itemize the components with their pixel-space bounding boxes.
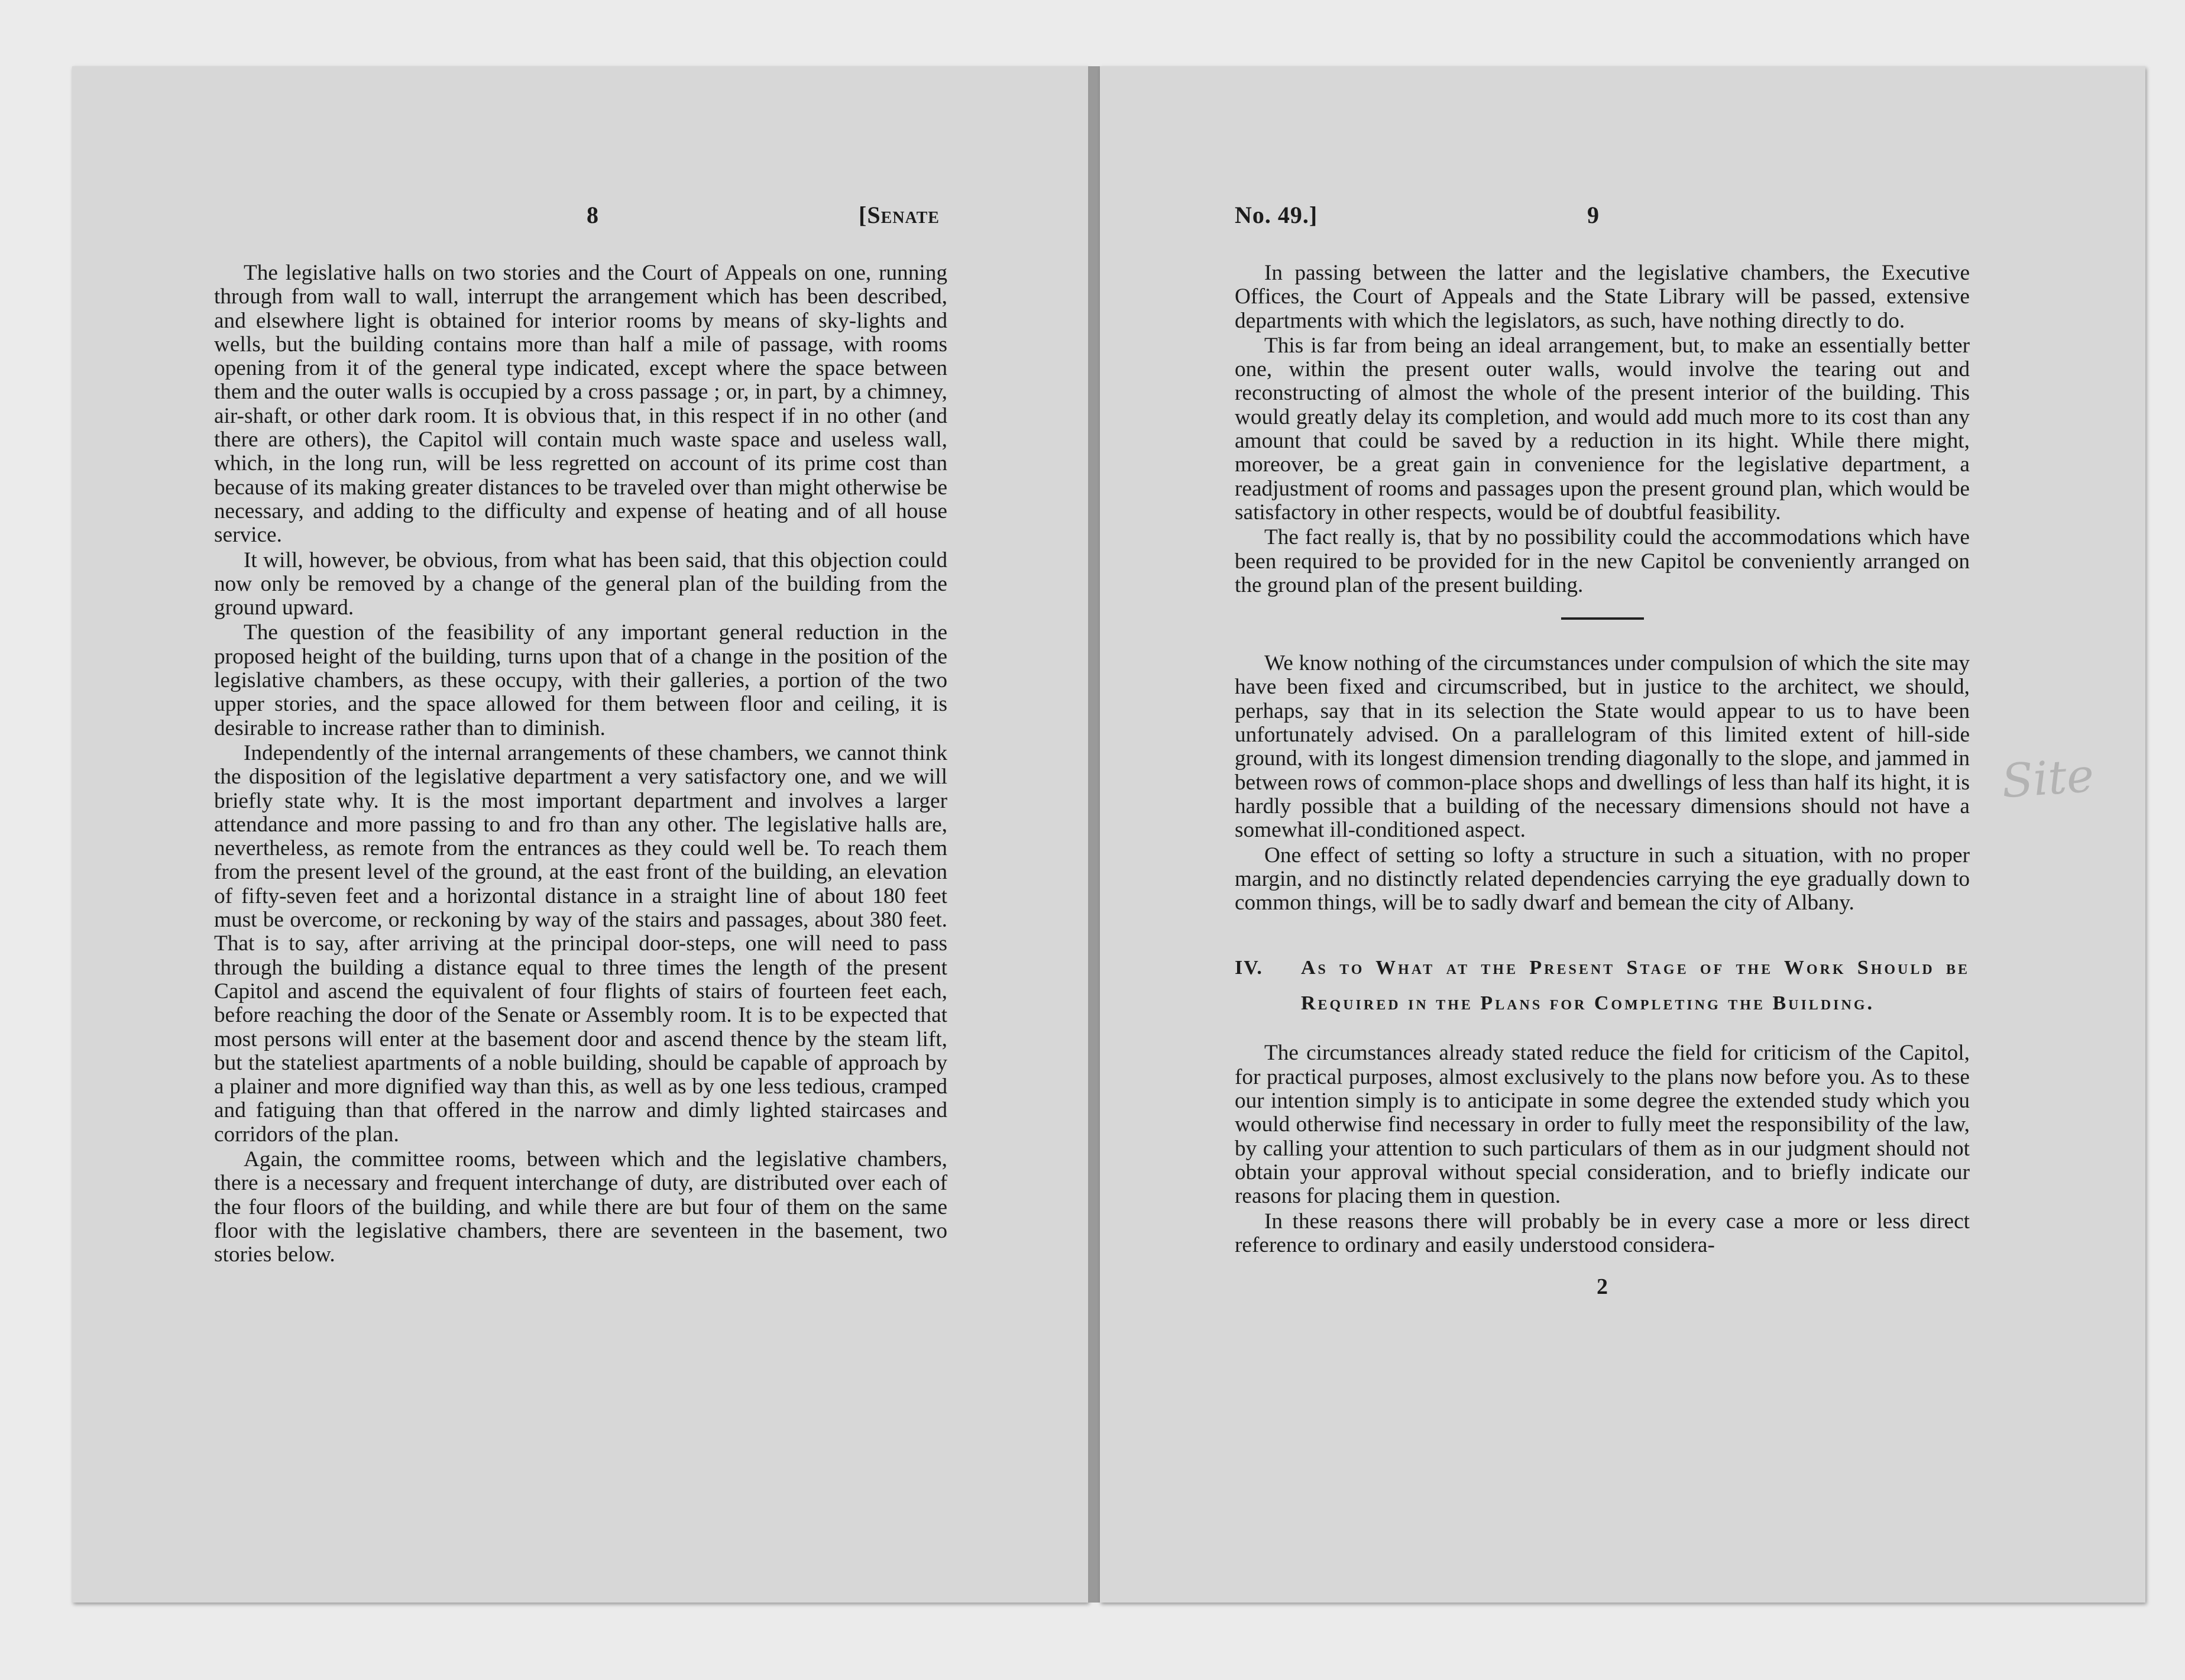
- section-title: As to What at the Present Stage of the Work Should be Required in the Plans for Completing the Building.: [1301, 957, 1970, 1015]
- paragraph: In passing between the latter and the legislative chambers, the Executive Offices, the Court of Appeals and the State Library will be passed, extensive departments with which the legislators, as such, have nothing directly to do.: [1235, 261, 1970, 333]
- running-head: [Senate: [859, 202, 940, 228]
- left-page: [72, 66, 1088, 1603]
- section-number: IV.: [1235, 957, 1263, 979]
- signature-mark: 2: [1597, 1274, 1608, 1300]
- paragraph: In these reasons there will probably be in every case a more or less direct reference to ordinary and easily understood considera-: [1235, 1209, 1970, 1257]
- text-column: [1235, 261, 1970, 1300]
- page-number: 9: [1587, 202, 1600, 228]
- right-page: [1100, 66, 2145, 1603]
- paragraph: This is far from being an ideal arrangement, but, to make an essentially better one, within the present outer walls, would involve the tearing out and reconstructing of almost the whole of the present interior of the building. This would greatly delay its completion, and would add much more to its cost than any amount that could be saved by a reduction in its hight. While there might, moreover, be a great gain in convenience for the legislative department, a readjustment of rooms and passages upon the present ground plan, which would be satisfactory in other respects, would be of doubtful feasibility.: [1235, 333, 1970, 525]
- paragraph: The fact really is, that by no possibility could the accommodations which have been required to be provided for in the new Capitol be conveniently arranged on the ground plan of the present building.: [1235, 525, 1970, 597]
- book-gutter: [1088, 66, 1100, 1603]
- handwritten-margin-note: Site: [2000, 749, 2096, 809]
- section-heading: [1235, 950, 1970, 1021]
- paragraph: Independently of the internal arrangements of these chambers, we cannot think the disposition of the legislative department a very satisfactory one, and we will briefly state why. It is the most important department and involves a larger attendance and more passing to and fro than any other. The legislative halls are, nevertheless, as remote from the entrances as they could well be. To reach them from the present level of the ground, at the east front of the building, an elevation of fifty-seven feet and a horizontal distance in a straight line of about 180 feet must be overcome, or reckoning by way of the stairs and passages, about 380 feet. That is to say, after arriving at the principal door-steps, one will need to pass through the building a distance equal to three times the length of the present Capitol and ascend the equivalent of four flights of stairs of fourteen feet each, before reaching the door of the Senate or Assembly room. It is to be expected that most persons will enter at the basement door and ascend thence by the steam lift, but the stateliest apartments of a noble building, should be capable of approach by a plainer and more dignified way than this, as well as by one less tedious, cramped and fatiguing than that offered in the narrow and dimly lighted staircases and corridors of the plan.: [214, 740, 947, 1147]
- paragraph: Again, the committee rooms, between which and the legislative chambers, there is a necessary and frequent interchange of duty, are distributed over each of the four floors of the building, and while there are but four of them on the same floor with the legislative chambers, there are seventeen in the basement, two stories below.: [214, 1147, 947, 1267]
- paragraph: One effect of setting so lofty a structure in such a situation, with no proper margin, and no distinctly related dependencies carrying the eye gradually down to common things, will be to sadly dwarf and bemean the city of Albany.: [1235, 843, 1970, 915]
- document-number: No. 49.]: [1235, 202, 1318, 228]
- page-number: 8: [587, 202, 599, 228]
- paragraph: We know nothing of the circumstances under compulsion of which the site may have been fixed and circumscribed, but in justice to the architect, we should, perhaps, say that in its selection the State would appear to us to have been unfortunately advised. On a parallelogram of this limited extent of hill-side ground, with its longest dimension trending diagonally to the slope, and jammed in between rows of common-place shops and dwellings of less than half its hight, it is hardly possible that a building of the necessary dimensions should not have a somewhat ill-conditioned aspect.: [1235, 651, 1970, 843]
- paragraph: It will, however, be obvious, from what has been said, that this objection could now only be removed by a change of the general plan of the building from the ground upward.: [214, 548, 947, 620]
- paragraph: The circumstances already stated reduce the field for criticism of the Capitol, for practical purposes, almost exclusively to the plans now before you. As to these our intention simply is to anticipate in some degree the extended study which you would otherwise find necessary in order to fully meet the responsibility of the law, by calling your attention to such particulars of them as in our judgment should not obtain your approval without special consideration, and to briefly indicate our reasons for placing them in question.: [1235, 1041, 1970, 1209]
- paragraph: The question of the feasibility of any important general reduction in the proposed height of the building, turns upon that of a change in the position of the legislative chambers, as these occupy, with their galleries, a portion of the two upper stories, and the space allowed for them between floor and ceiling, it is desirable to increase rather than to diminish.: [214, 620, 947, 740]
- section-divider: [1561, 617, 1644, 620]
- paragraph: The legislative halls on two stories and the Court of Appeals on one, running through from wall to wall, interrupt the arrangement which has been described, and elsewhere light is obtained for interior rooms by means of sky-lights and wells, but the building contains more than half a mile of passage, with rooms opening from it of the general type indicated, except where the space between them and the outer walls is occupied by a cross passage ; or, in part, by a chimney, air-shaft, or other dark room. It is obvious that, in this respect if in no other (and there are others), the Capitol will contain much waste space and useless wall, which, in the long run, will be less regretted on account of its prime cost than because of its making greater distances to be traveled over than might otherwise be necessary, and adding to the difficulty and expense of heating and of all house service.: [214, 261, 947, 548]
- text-column: [214, 261, 947, 1267]
